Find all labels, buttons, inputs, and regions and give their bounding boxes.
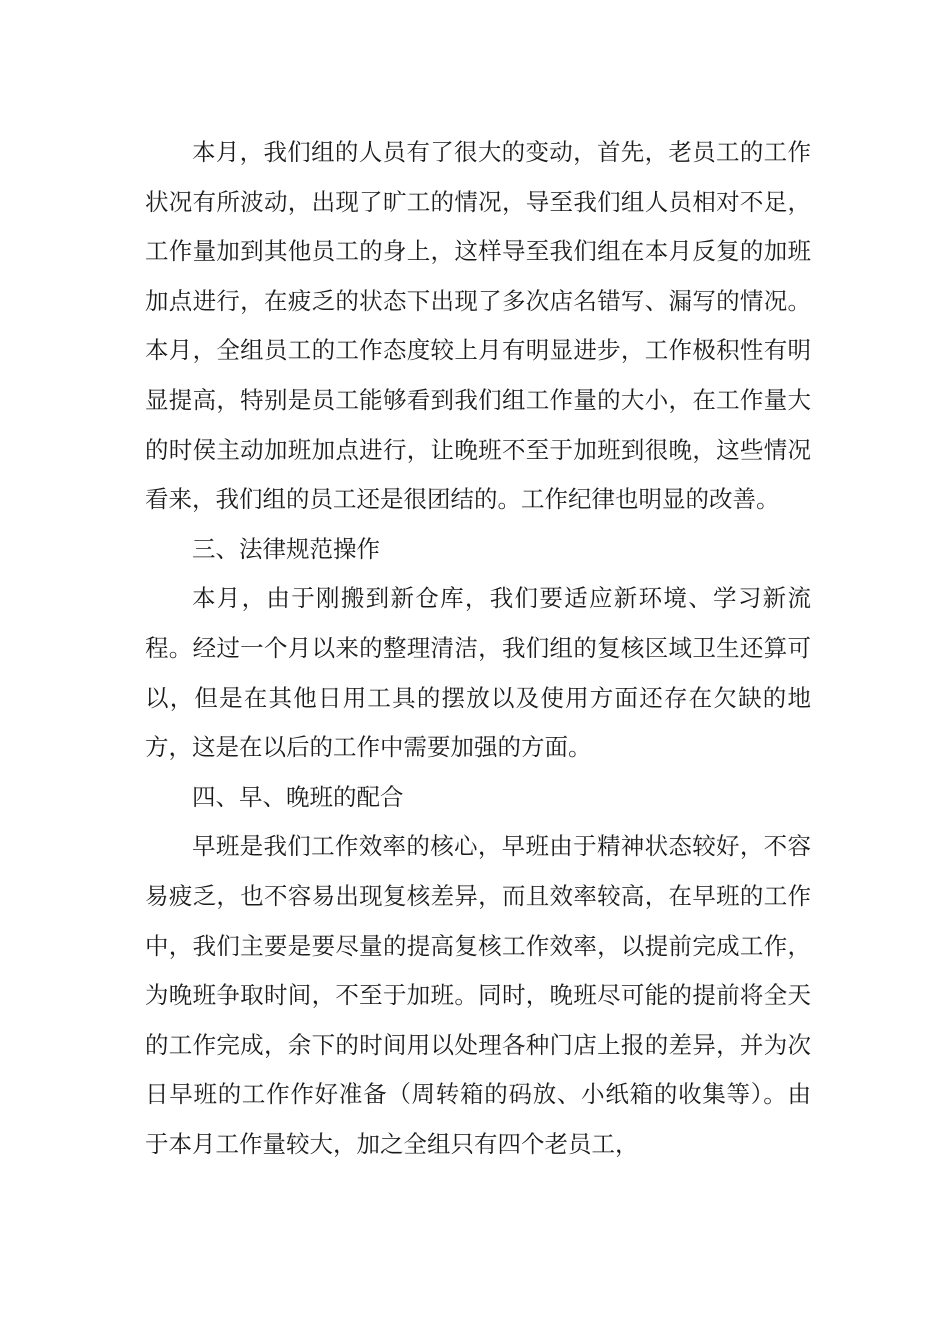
paragraph-staff-changes: 本月，我们组的人员有了很大的变动，首先，老员工的工作状况有所波动，出现了旷工的情况，导至我们组人员相对不足，工作量加到其他员工的身上，这样导至我们组在本月反复的加班加点进行，在疲乏的状态下出现了多次店名错写、漏写的情况。本月，全组员工的工作态度较上月有明显进步，工作极积性有明显提高，特别是员工能够看到我们组工作量的大小，在工作量大的时侯主动加班加点进行，让晚班不至于加班到很晚，这些情况看来，我们组的员工还是很团结的。工作纪律也明显的改善。 (145, 138, 811, 514)
paragraph-new-warehouse: 本月，由于刚搬到新仓库，我们要适应新环境、学习新流程。经过一个月以来的整理清洁，我们组的复核区域卫生还算可以，但是在其他日用工具的摆放以及使用方面还存在欠缺的地方，这是在以后的工作中需要加强的方面。 (145, 584, 811, 762)
section-heading-legal-operation: 三、法律规范操作 (192, 534, 380, 563)
section-heading-shift-coordination: 四、早、晚班的配合 (192, 782, 404, 811)
document-body (145, 128, 811, 1169)
paragraph-early-shift: 早班是我们工作效率的核心，早班由于精神状态较好，不容易疲乏，也不容易出现复核差异，而且效率较高，在早班的工作中，我们主要是要尽量的提高复核工作效率，以提前完成工作，为晚班争取时间，不至于加班。同时，晚班尽可能的提前将全天的工作完成，余下的时间用以处理各种门店上报的差异，并为次日早班的工作作好准备（周转箱的码放、小纸箱的收集等）。由于本月工作量较大，加之全组只有四个老员工， (145, 832, 811, 1158)
